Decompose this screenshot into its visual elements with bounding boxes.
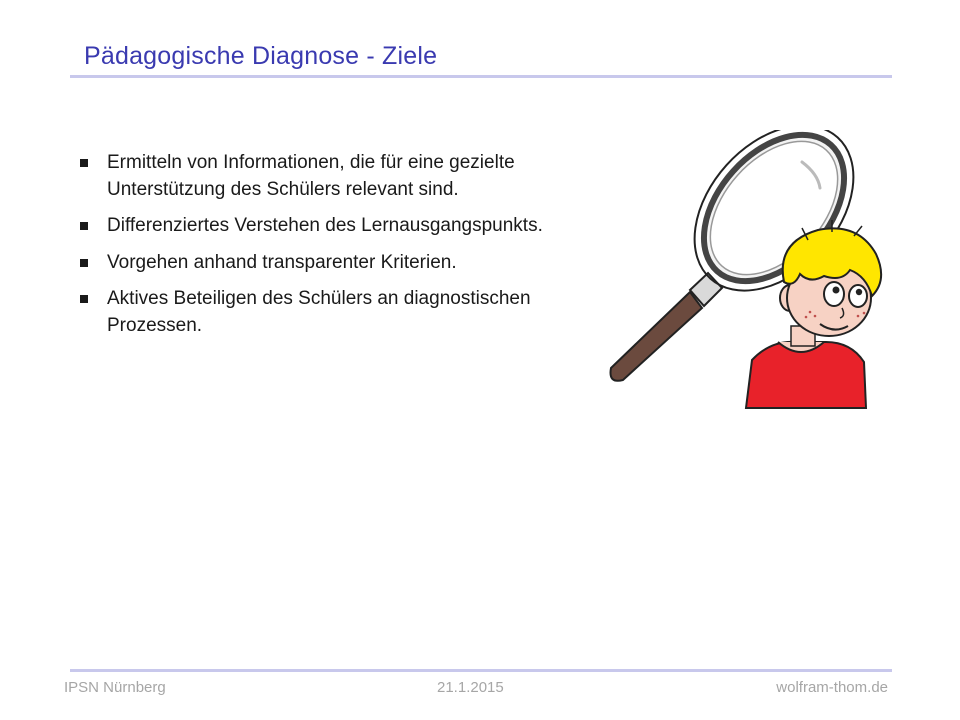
footer-divider: [70, 669, 892, 672]
bullet-item: [78, 250, 568, 277]
bullet-item: [78, 286, 568, 339]
footer-organization: IPSN Nürnberg: [64, 679, 166, 696]
square-bullet-icon: [80, 159, 88, 167]
bullet-item: [78, 150, 568, 203]
square-bullet-icon: [80, 295, 88, 303]
bullet-text: Ermitteln von Informationen, die für eine gezielte Unterstützung des Schülers relevant sind.: [107, 152, 515, 200]
footer-date: 21.1.2015: [437, 679, 504, 696]
bullet-text: Differenziertes Verstehen des Lernausgangspunkts.: [107, 215, 543, 236]
bullet-list: [78, 150, 568, 339]
square-bullet-icon: [80, 222, 88, 230]
title-divider: [70, 75, 892, 78]
bullet-item: [78, 213, 568, 240]
bullet-text: Vorgehen anhand transparenter Kriterien.: [107, 251, 457, 273]
footer-website: wolfram-thom.de: [776, 679, 888, 696]
square-bullet-icon: [80, 259, 88, 267]
magnifier-boy-illustration: [596, 130, 886, 415]
bullet-text: Aktives Beteiligen des Schülers an diagnostischen Prozessen.: [107, 288, 531, 336]
slide-title: Pädagogische Diagnose - Ziele: [84, 42, 438, 70]
